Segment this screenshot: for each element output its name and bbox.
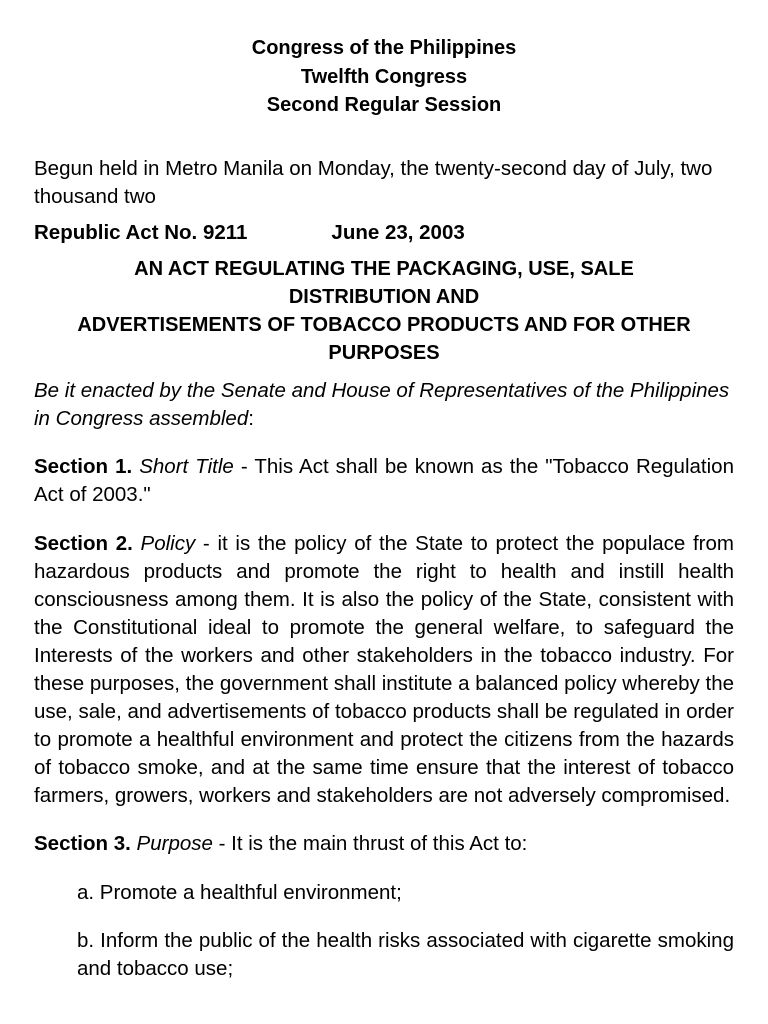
document-header [34,0,734,120]
section-body: - it is the policy of the State to protect the populace from hazardous products and promote the right to health and instill health consciousness among them. It is also the policy of the State, consistent with the Constitutional ideal to promote the general welfare, to safeguard the Interests of the workers and other stakeholders in the tobacco industry. For these purposes, the government shall institute a balanced policy whereby the use, sale, and advertisements of tobacco products shall be regulated in order to promote a healthful environment and protect the citizens from the hazards of tobacco smoke, and at the same time ensure that the interest of tobacco farmers, growers, workers and stakeholders are not adversely compromised. [34,531,734,807]
section-body: - This Act shall be known as the "Tobacco Regulation Act of 2003." [34,455,734,506]
purpose-item-a: a. Promote a healthful environment; [77,880,402,904]
section-2 [34,530,734,810]
act-title-line: AN ACT REGULATING THE PACKAGING, USE, SALE [134,257,634,280]
republic-act-date: June 23, 2003 [331,220,465,244]
header-congress-number: Twelfth Congress [300,65,468,88]
enacting-clause [34,377,734,433]
begun-statement: Begun held in Metro Manila on Monday, the twenty-second day of July, two thousand two [34,156,713,208]
purpose-item-b: b. Inform the public of the health risks associated with cigarette smoking and tobacco use; [77,929,734,980]
republic-act-number: Republic Act No. 9211 [34,220,248,244]
header-session: Second Regular Session [266,94,502,116]
act-title [34,255,734,367]
section-1 [34,453,734,509]
section-label: Section 3. [34,832,131,855]
act-title-line: ADVERTISEMENTS OF TOBACCO PRODUCTS AND FOR OTHER [77,313,691,336]
enacting-clause-colon: : [248,406,254,430]
act-title-line: DISTRIBUTION AND [288,285,480,308]
act-title-line: PURPOSES [328,341,440,364]
republic-act-line [34,219,734,247]
header-congress: Congress of the Philippines [251,37,517,59]
enacting-clause-text: Be it enacted by the Senate and House of Representatives of the Philippines in Congress assembled [34,378,730,430]
section-3 [34,830,734,858]
section-title: Policy [140,531,196,555]
section-label: Section 1. [34,455,133,478]
section-body: - It is the main thrust of this Act to: [212,832,528,855]
section-title: Purpose [136,832,213,855]
section-title: Short Title [139,455,234,478]
section-label: Section 2. [34,531,133,555]
